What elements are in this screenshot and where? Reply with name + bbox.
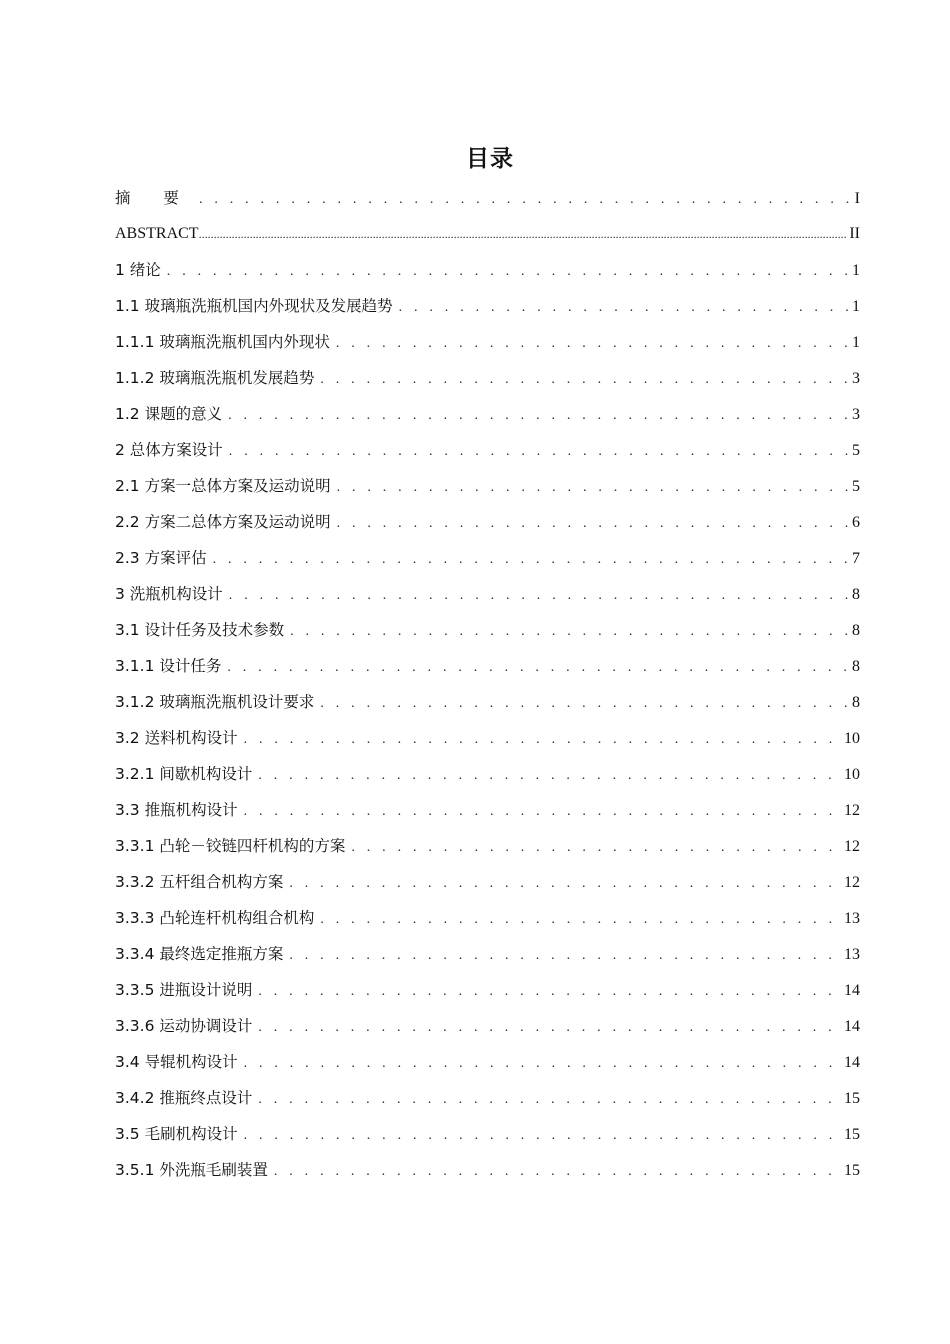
toc-entry[interactable] [115, 360, 860, 396]
toc-entry[interactable] [115, 576, 860, 612]
toc-entry[interactable] [115, 540, 860, 576]
toc-leader [213, 542, 850, 578]
toc-leader [229, 434, 850, 470]
toc-page-number: 14 [844, 1018, 860, 1035]
toc-entry-label: 1.1.1 玻璃瓶洗瓶机国内外现状 [115, 333, 330, 351]
toc-entry[interactable] [115, 612, 860, 648]
toc-page-number: 8 [852, 694, 860, 711]
toc-entry-label: 3.3.6 运动协调设计 [115, 1017, 253, 1035]
toc-leader [289, 866, 842, 902]
toc-entry[interactable] [115, 288, 860, 324]
toc-entry[interactable] [115, 720, 860, 756]
toc-leader [167, 254, 850, 290]
toc-leader [229, 578, 850, 614]
toc-page-number: 5 [852, 478, 860, 495]
toc-entry[interactable] [115, 468, 860, 504]
toc-entry[interactable] [115, 1044, 860, 1080]
toc-entry[interactable] [115, 216, 860, 252]
toc-page-number: 1 [852, 334, 860, 351]
toc-entry[interactable] [115, 936, 860, 972]
toc-page-number: 1 [852, 298, 860, 315]
toc-leader [199, 182, 853, 218]
page-title: 目录 [466, 146, 514, 172]
toc-page-number: 12 [844, 802, 860, 819]
toc-entry-label: 3 洗瓶机构设计 [115, 585, 223, 603]
toc-entry-label: 2.2 方案二总体方案及运动说明 [115, 513, 331, 531]
toc-leader [289, 938, 842, 974]
toc-entry-label: 3.5 毛刷机构设计 [115, 1125, 238, 1143]
toc-leader [320, 902, 842, 938]
toc-entry[interactable] [115, 1152, 860, 1188]
toc-entry-label: 3.4 导辊机构设计 [115, 1053, 238, 1071]
toc-entry-label: ABSTRACT [115, 225, 199, 242]
toc-entry[interactable] [115, 252, 860, 288]
toc-entry[interactable] [115, 1080, 860, 1116]
toc-leader [244, 794, 842, 830]
toc-entry-label: 3.1.1 设计任务 [115, 657, 222, 675]
toc-leader [337, 470, 850, 506]
toc-page-number: 8 [852, 658, 860, 675]
toc-entry-label: 3.4.2 推瓶终点设计 [115, 1089, 253, 1107]
toc-page-number: 7 [852, 550, 860, 567]
toc-page-number: 15 [844, 1126, 860, 1143]
toc-leader [244, 1046, 842, 1082]
toc-entry-label: 1.1.2 玻璃瓶洗瓶机发展趋势 [115, 369, 315, 387]
toc-entry[interactable] [115, 972, 860, 1008]
toc-entry-label: 2.1 方案一总体方案及运动说明 [115, 477, 331, 495]
toc-leader [244, 1118, 842, 1154]
toc-page-number: 12 [844, 874, 860, 891]
toc-leader [258, 1010, 842, 1046]
toc-entry[interactable] [115, 324, 860, 360]
toc-page-number: 8 [852, 622, 860, 639]
toc-entry[interactable] [115, 828, 860, 864]
toc-page-number: 10 [844, 730, 860, 747]
toc-entry[interactable] [115, 648, 860, 684]
toc-entry-label: 3.3.5 进瓶设计说明 [115, 981, 253, 999]
toc-entry-label: 1 绪论 [115, 261, 161, 279]
table-of-contents [115, 180, 860, 1188]
toc-page-number: I [854, 190, 860, 207]
toc-entry[interactable] [115, 432, 860, 468]
toc-page-number: 5 [852, 442, 860, 459]
toc-entry-label: 2.3 方案评估 [115, 549, 207, 567]
toc-page-number: 13 [844, 910, 860, 927]
toc-page-number: 1 [852, 262, 860, 279]
toc-entry-label: 3.3 推瓶机构设计 [115, 801, 238, 819]
toc-entry-label: 3.2.1 间歇机构设计 [115, 765, 253, 783]
toc-entry[interactable] [115, 1008, 860, 1044]
toc-page-number: 6 [852, 514, 860, 531]
toc-entry-label: 1.2 课题的意义 [115, 405, 223, 423]
toc-page-number: 3 [852, 370, 860, 387]
toc-leader [337, 506, 850, 542]
toc-page-number: 14 [844, 1054, 860, 1071]
toc-page-number: 15 [844, 1090, 860, 1107]
toc-entry-label: 3.3.1 凸轮－铰链四杆机构的方案 [115, 837, 346, 855]
toc-leader [274, 1154, 842, 1190]
toc-leader [199, 216, 848, 252]
toc-leader [258, 758, 842, 794]
toc-leader [290, 614, 850, 650]
toc-entry[interactable] [115, 504, 860, 540]
toc-entry[interactable] [115, 900, 860, 936]
toc-leader [336, 326, 850, 362]
toc-page-number: 8 [852, 586, 860, 603]
toc-entry-label: 摘 要 [115, 189, 193, 207]
toc-page-number: II [849, 225, 860, 242]
toc-page-number: 3 [852, 406, 860, 423]
toc-leader [258, 974, 842, 1010]
toc-entry-label: 1.1 玻璃瓶洗瓶机国内外现状及发展趋势 [115, 297, 393, 315]
toc-page-number: 14 [844, 982, 860, 999]
toc-entry-label: 3.1.2 玻璃瓶洗瓶机设计要求 [115, 693, 315, 711]
toc-entry[interactable] [115, 1116, 860, 1152]
toc-leader [228, 398, 850, 434]
toc-entry-label: 3.3.4 最终选定推瓶方案 [115, 945, 284, 963]
toc-leader [399, 290, 850, 326]
toc-page-number: 10 [844, 766, 860, 783]
toc-leader [351, 830, 842, 866]
toc-page-number: 13 [844, 946, 860, 963]
toc-page-number: 12 [844, 838, 860, 855]
toc-entry-label: 3.5.1 外洗瓶毛刷装置 [115, 1161, 268, 1179]
toc-leader [320, 686, 850, 722]
toc-leader [227, 650, 850, 686]
toc-entry[interactable] [115, 864, 860, 900]
toc-entry-label: 3.3.2 五杆组合机构方案 [115, 873, 284, 891]
toc-entry[interactable] [115, 684, 860, 720]
toc-entry[interactable] [115, 792, 860, 828]
toc-page-number: 15 [844, 1162, 860, 1179]
toc-leader [258, 1082, 842, 1118]
toc-entry-label: 3.3.3 凸轮连杆机构组合机构 [115, 909, 315, 927]
toc-entry-label: 3.1 设计任务及技术参数 [115, 621, 285, 639]
toc-entry[interactable] [115, 180, 860, 216]
toc-leader [244, 722, 842, 758]
toc-leader [320, 362, 850, 398]
toc-entry-label: 2 总体方案设计 [115, 441, 223, 459]
toc-entry[interactable] [115, 396, 860, 432]
toc-entry[interactable] [115, 756, 860, 792]
toc-entry-label: 3.2 送料机构设计 [115, 729, 238, 747]
